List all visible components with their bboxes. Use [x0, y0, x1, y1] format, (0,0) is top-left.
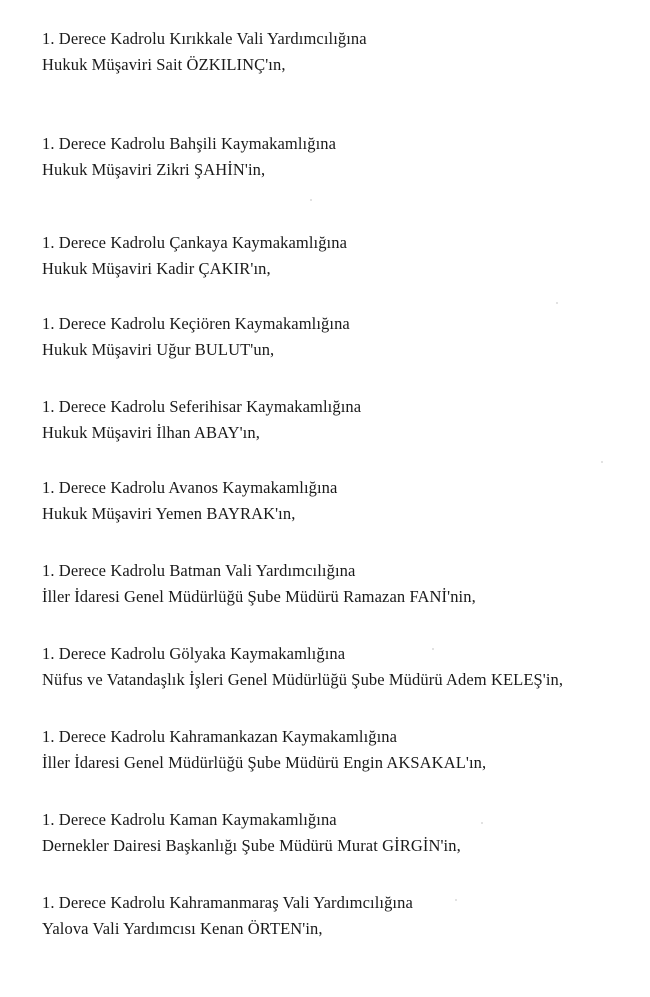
appointment-entry-7	[42, 558, 622, 610]
appointment-person-line: Hukuk Müşaviri Zikri ŞAHİN'in,	[42, 160, 266, 179]
appointment-position-line: 1. Derece Kadrolu Bahşili Kaymakamlığına	[42, 134, 337, 153]
appointment-person-line: İller İdaresi Genel Müdürlüğü Şube Müdürü Ramazan FANİ'nin,	[42, 587, 476, 606]
appointment-position-line: 1. Derece Kadrolu Batman Vali Yardımcılığına	[42, 561, 356, 580]
appointment-entry-8	[42, 641, 622, 693]
appointment-entry-4	[42, 311, 622, 363]
scan-speck	[455, 899, 457, 901]
scan-speck	[310, 199, 312, 201]
appointment-person-line: İller İdaresi Genel Müdürlüğü Şube Müdürü Engin AKSAKAL'ın,	[42, 753, 487, 772]
appointment-entry-9	[42, 724, 622, 776]
appointment-entry-5	[42, 394, 622, 446]
appointment-person-line: Hukuk Müşaviri Uğur BULUT'un,	[42, 340, 275, 359]
appointment-list	[42, 26, 622, 943]
appointment-position-line: 1. Derece Kadrolu Kahramankazan Kaymakamlığına	[42, 727, 398, 746]
scan-speck	[432, 648, 434, 650]
appointment-position-line: 1. Derece Kadrolu Keçiören Kaymakamlığına	[42, 314, 350, 333]
appointment-person-line: Dernekler Dairesi Başkanlığı Şube Müdürü Murat GİRGİN'in,	[42, 836, 461, 855]
appointment-position-line: 1. Derece Kadrolu Kırıkkale Vali Yardımcılığına	[42, 29, 367, 48]
appointment-person-line: Hukuk Müşaviri İlhan ABAY'ın,	[42, 423, 260, 442]
appointment-entry-3	[42, 230, 622, 282]
appointment-person-line: Hukuk Müşaviri Kadir ÇAKIR'ın,	[42, 259, 271, 278]
appointment-person-line: Hukuk Müşaviri Yemen BAYRAK'ın,	[42, 504, 296, 523]
appointment-position-line: 1. Derece Kadrolu Gölyaka Kaymakamlığına	[42, 644, 346, 663]
appointment-entry-2	[42, 131, 622, 183]
appointment-person-line: Yalova Vali Yardımcısı Kenan ÖRTEN'in,	[42, 919, 323, 938]
appointment-position-line: 1. Derece Kadrolu Kaman Kaymakamlığına	[42, 810, 337, 829]
scan-speck	[481, 822, 483, 824]
appointment-entry-6	[42, 475, 622, 527]
appointment-entry-11	[42, 890, 622, 942]
appointment-position-line: 1. Derece Kadrolu Çankaya Kaymakamlığına	[42, 233, 348, 252]
appointment-entry-10	[42, 807, 622, 859]
appointment-position-line: 1. Derece Kadrolu Seferihisar Kaymakamlığına	[42, 397, 362, 416]
appointment-entry-1	[42, 26, 622, 78]
scan-speck	[601, 461, 603, 463]
scan-speck	[556, 302, 558, 304]
appointment-position-line: 1. Derece Kadrolu Avanos Kaymakamlığına	[42, 478, 338, 497]
appointment-person-line: Hukuk Müşaviri Sait ÖZKILINÇ'ın,	[42, 55, 286, 74]
appointment-position-line: 1. Derece Kadrolu Kahramanmaraş Vali Yardımcılığına	[42, 893, 413, 912]
appointment-person-line: Nüfus ve Vatandaşlık İşleri Genel Müdürlüğü Şube Müdürü Adem KELEŞ'in,	[42, 670, 564, 689]
